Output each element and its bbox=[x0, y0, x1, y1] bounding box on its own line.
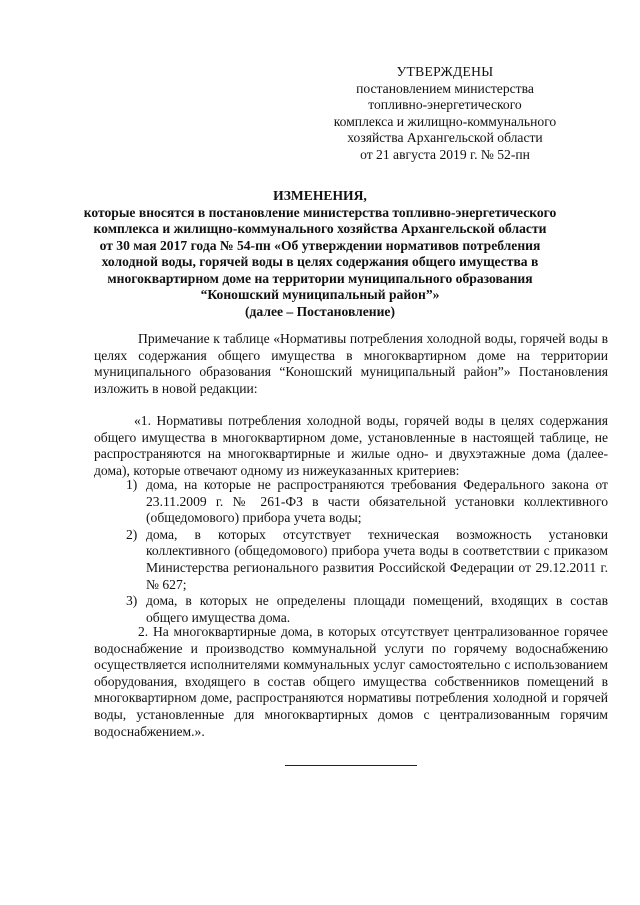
closing-rule bbox=[285, 765, 417, 766]
approval-line: топливно-энергетического bbox=[368, 97, 522, 112]
title-line: “Коношский муниципальный район”» bbox=[200, 287, 440, 302]
list-item-number: 3) bbox=[126, 593, 138, 609]
approval-block bbox=[330, 64, 560, 163]
approval-heading: УТВЕРЖДЕНЫ bbox=[396, 64, 494, 79]
list-item-number: 2) bbox=[126, 526, 138, 542]
title-line: многоквартирном доме на территории муниципального образования bbox=[107, 270, 533, 286]
list-item bbox=[94, 593, 608, 626]
note-paragraph: Примечание к таблице «Нормативы потребления холодной воды, горячей воды в целях содержания общего имущества в многоквартирном доме на территории муниципального образования “Коношский муниципальный район”» Постановления изложить в новой редакции: bbox=[94, 331, 608, 396]
approval-line: постановлением министерства bbox=[356, 80, 534, 96]
title-line: которые вносятся в постановление министерства топливно-энергетического bbox=[83, 204, 557, 220]
title-line: от 30 мая 2017 года № 54-пн «Об утверждении нормативов потребления bbox=[99, 237, 541, 253]
approval-date: от 21 августа 2019 г. № 52-пн bbox=[360, 146, 530, 162]
approval-line: хозяйства Архангельской области bbox=[347, 130, 543, 145]
title-line: (далее – Постановление) bbox=[245, 303, 395, 319]
quote-intro-paragraph: «1. Нормативы потребления холодной воды, горячей воды в целях содержания общего имущества в многоквартирном доме, установленные в настоящей таблице, не распространяются на многоквартирные и жилые одно- и двухэтажные дома (далее-дома), которые отвечают одному из нижеуказанных критериев: bbox=[94, 413, 608, 478]
list-item-text: дома, в которых не определены площади помещений, входящих в состав общего имущества дома. bbox=[146, 593, 608, 625]
criteria-list bbox=[94, 477, 608, 626]
list-item-text: дома, на которые не распространяются требования Федерального закона от 23.11.2009 г. № 261-ФЗ в части обязательной установки коллективного (общедомового) прибора учета воды; bbox=[146, 477, 608, 526]
document-title bbox=[80, 188, 560, 320]
title-line: комплекса и жилищно-коммунального хозяйства Архангельской области bbox=[93, 221, 547, 236]
title-line: холодной воды, горячей воды в целях содержания общего имущества в bbox=[101, 254, 539, 269]
list-item bbox=[94, 477, 608, 527]
list-item bbox=[94, 527, 608, 593]
approval-line: комплекса и жилищно-коммунального bbox=[333, 113, 557, 129]
paragraph-2: 2. На многоквартирные дома, в которых отсутствует централизованное горячее водоснабжение и производство коммунальной услуги по горячему водоснабжению осуществляется исполнителями коммунальных услуг самостоятельно с использованием оборудования, входящего в состав общего имущества собственников помещений в многоквартирном доме, распространяются нормативы потребления холодной и горячей воды, установленные для многоквартирных домов с централизованным горячим водоснабжением.». bbox=[94, 624, 608, 739]
title-heading: ИЗМЕНЕНИЯ, bbox=[273, 188, 367, 203]
list-item-number: 1) bbox=[126, 477, 138, 492]
list-item-text: дома, в которых отсутствует техническая возможность установки коллективного (общедомового) прибора учета воды в соответствии с приказом Министерства регионального развития Российской Федерации от 29.12.2011 г. № 627; bbox=[146, 526, 608, 592]
